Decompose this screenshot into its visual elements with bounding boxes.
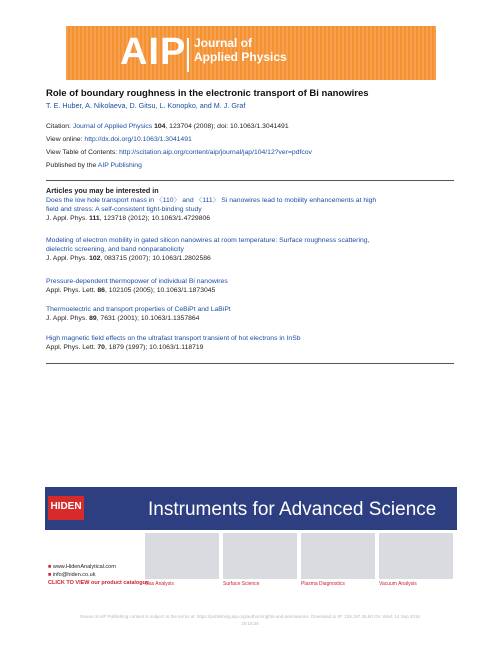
- related-title-line2[interactable]: dielectric screening, and band nonparabolicity: [46, 246, 184, 253]
- footer-line1: Reuse of AIP Publishing content is subject to the terms at: https://publishing.aip.org/authors/rights-and-permissions. Download to IP: 128.197.26.60 On: Wed, 14 Sep 2016: [80, 614, 420, 619]
- journal-name-line1: Journal of: [194, 36, 253, 50]
- citation-volume: 104: [154, 123, 166, 130]
- related-item: [46, 334, 458, 352]
- related-item-title[interactable]: [46, 236, 458, 254]
- ref-volume: 89: [89, 315, 97, 322]
- product-image: [301, 533, 375, 579]
- ref-journal: J. Appl. Phys.: [46, 255, 90, 262]
- product-label: Gas Analysis: [145, 581, 174, 587]
- ref-rest: , 123718 (2012); 10.1063/1.4729806: [99, 215, 211, 222]
- journal-link[interactable]: Journal of Applied Physics: [72, 123, 153, 130]
- product-label: Vacuum Analysis: [379, 581, 417, 587]
- related-item-title[interactable]: Thermoelectric and transport properties of CeBiPt and LaBiPt: [46, 306, 231, 313]
- ref-volume: 102: [89, 255, 101, 262]
- related-item-title[interactable]: High magnetic field effects on the ultrafast transport transient of hot electrons in InSb: [46, 335, 301, 342]
- ref-rest: , 083715 (2007); 10.1063/1.2802586: [100, 255, 211, 262]
- ref-volume: 70: [97, 344, 105, 351]
- citation-label: Citation:: [46, 123, 73, 130]
- article-title: Role of boundary roughness in the electronic transport of Bi nanowires: [46, 88, 369, 99]
- ref-rest: , 102105 (2005); 10.1063/1.1873045: [104, 287, 216, 294]
- ref-rest: , 7631 (2001); 10.1063/1.1357864: [96, 315, 200, 322]
- web-icon: ■: [48, 564, 52, 570]
- ad-contact: [48, 563, 149, 587]
- published-label: Published by the: [46, 162, 98, 169]
- ref-journal: Appl. Phys. Lett.: [46, 344, 98, 351]
- toc-link[interactable]: http://scitation.aip.org/content/aip/journal/jap/104/12?ver=pdfcov: [119, 149, 312, 156]
- toc-label: View Table of Contents:: [46, 149, 120, 156]
- toc-line: [46, 148, 312, 158]
- doi-link[interactable]: http://dx.doi.org/10.1063/1.3041491: [84, 136, 192, 143]
- related-item-ref: [46, 343, 458, 352]
- related-item-ref: [46, 286, 458, 295]
- product-panel[interactable]: [145, 533, 219, 597]
- ad-email[interactable]: info@hiden.co.uk: [52, 572, 96, 578]
- ad-web-link[interactable]: [48, 563, 149, 571]
- related-item: [46, 277, 458, 295]
- ref-volume: 86: [97, 287, 105, 294]
- hiden-logo: HIDEN: [48, 496, 84, 520]
- ref-volume: 111: [89, 215, 100, 222]
- reuse-footer: [0, 613, 500, 627]
- related-item: [46, 236, 458, 263]
- product-image: [379, 533, 453, 579]
- product-image: [223, 533, 297, 579]
- related-title-line1[interactable]: Does the low hole transport mass in 〈110〉 and 〈111〉 Si nanowires lead to mobility enhancements at high: [46, 197, 377, 204]
- related-heading: Articles you may be interested in: [46, 186, 159, 195]
- ref-journal: Appl. Phys. Lett.: [46, 287, 98, 294]
- product-image: [145, 533, 219, 579]
- divider-top: [46, 180, 454, 181]
- related-title-line2[interactable]: field and stress: A self-consistent tight-binding study: [46, 206, 202, 213]
- product-panel[interactable]: [223, 533, 297, 597]
- product-panel[interactable]: [379, 533, 453, 597]
- aip-logo: AIP: [120, 31, 187, 73]
- journal-name: [194, 36, 287, 64]
- ad-email-link[interactable]: [48, 571, 149, 579]
- publisher-link[interactable]: AIP Publishing: [97, 162, 142, 169]
- journal-name-line2: Applied Physics: [194, 50, 287, 64]
- related-item-ref: [46, 314, 458, 323]
- related-item-ref: [46, 254, 458, 263]
- related-title-line1[interactable]: Modeling of electron mobility in gated silicon nanowires at room temperature: Surface roughness scattering,: [46, 237, 370, 244]
- ref-journal: J. Appl. Phys.: [46, 315, 90, 322]
- related-item: [46, 196, 458, 223]
- related-item-title[interactable]: [46, 196, 458, 214]
- footer-line2: 20:18:46: [241, 621, 259, 626]
- article-authors[interactable]: T. E. Huber, A. Nikolaeva, D. Gitsu, L. Konopko, and M. J. Graf: [46, 101, 246, 110]
- publisher-line: [46, 161, 142, 171]
- logo-divider: [187, 38, 189, 72]
- view-online-line: [46, 135, 192, 145]
- divider-bottom: [46, 363, 454, 364]
- related-item-title[interactable]: Pressure-dependent thermopower of individual Bi nanowires: [46, 278, 228, 285]
- view-online-label: View online:: [46, 136, 85, 143]
- related-item-ref: [46, 214, 458, 223]
- email-icon: ■: [48, 572, 52, 578]
- product-label: Surface Science: [223, 581, 260, 587]
- ref-rest: , 1879 (1997); 10.1063/1.118719: [104, 344, 204, 351]
- citation-line: [46, 122, 289, 132]
- ad-headline: Instruments for Advanced Science: [148, 499, 437, 520]
- citation-rest: , 123704 (2008); doi: 10.1063/1.3041491: [165, 123, 289, 130]
- product-label: Plasma Diagnostics: [301, 581, 345, 587]
- ad-web[interactable]: www.HidenAnalytical.com: [52, 564, 116, 570]
- ref-journal: J. Appl. Phys.: [46, 215, 90, 222]
- related-item: [46, 305, 458, 323]
- ad-cta[interactable]: CLICK TO VIEW our product catalogue: [48, 580, 150, 586]
- product-panel[interactable]: [301, 533, 375, 597]
